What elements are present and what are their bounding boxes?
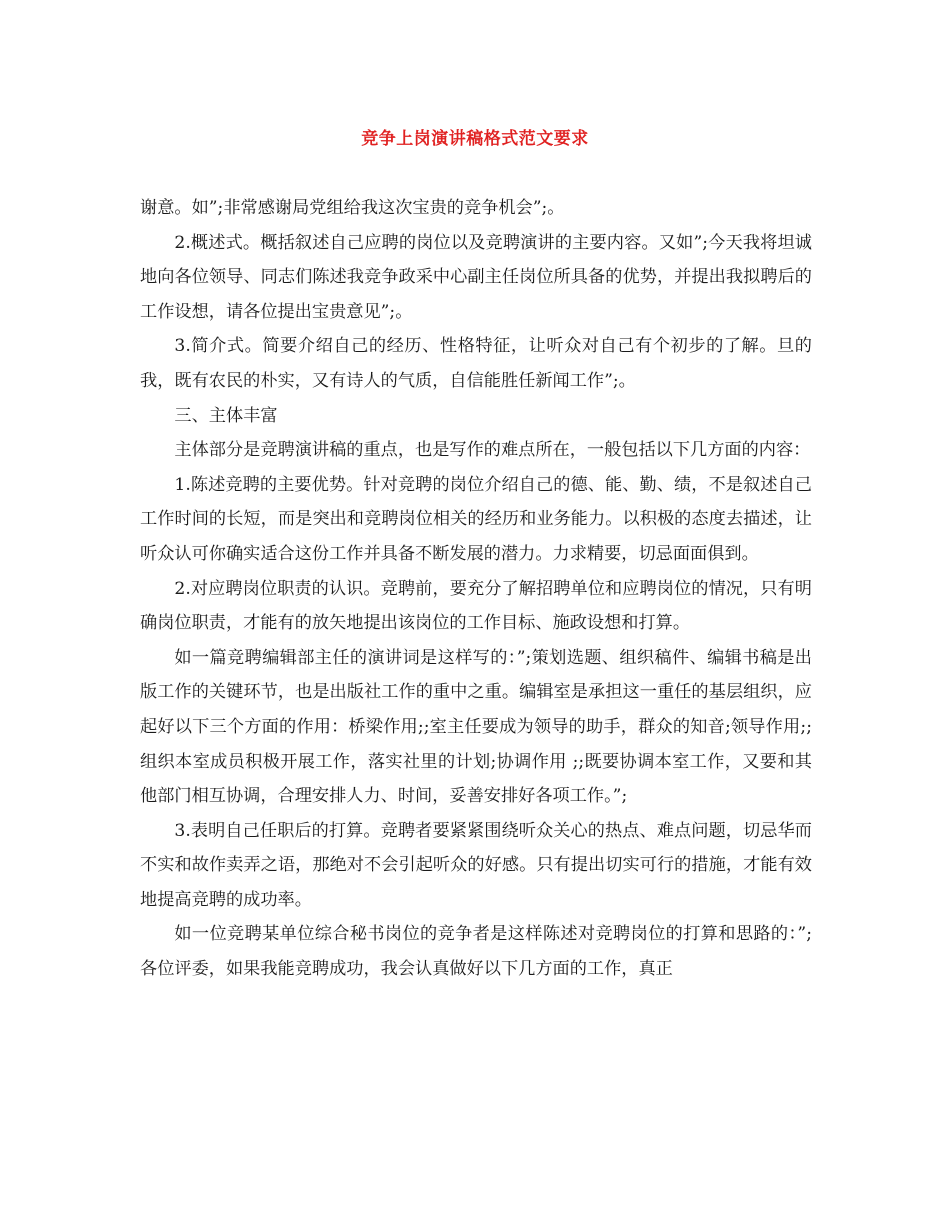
paragraph: 如一篇竞聘编辑部主任的演讲词是这样写的：”;策划选题、组织稿件、编辑书稿是出版工作的关键环节，也是出版社工作的重中之重。编辑室是承担这一重任的基层组织，应起好以下三个方面的作用：桥梁作用;;室主任要成为领导的助手，群众的知音;领导作用;;组织本室成员积极开展工作，落实社里的计划;协调作用 ;;既要协调本室工作，又要和其他部门相互协调，合理安排人力、时间，妥善安排好各项工作。”; [140,647,812,807]
paragraph: 2.概述式。概括叙述自己应聘的岗位以及竞聘演讲的主要内容。又如”;今天我将坦诚地向各位领导、同志们陈述我竞争政采中心副主任岗位所具备的优势，并提出我拟聘后的工作设想，请各位提出宝贵意见”;。 [140,232,812,322]
paragraph: 主体部分是竞聘演讲稿的重点，也是写作的难点所在，一般包括以下几方面的内容： [174,440,811,461]
paragraph: 1.陈述竞聘的主要优势。针对竞聘的岗位介绍自己的德、能、勤、绩，不是叙述自己工作时间的长短，而是突出和竞聘岗位相关的经历和业务能力。以积极的态度去描述，让听众认可你确实适合这份工作并具备不断发展的潜力。力求精要，切忌面面俱到。 [140,474,812,564]
paragraph: 如一位竞聘某单位综合秘书岗位的竞争者是这样陈述对竞聘岗位的打算和思路的：”;各位评委，如果我能竞聘成功，我会认真做好以下几方面的工作，真正 [140,924,812,980]
document-title: 竞争上岗演讲稿格式范文要求 [361,129,589,149]
document-body [140,191,812,987]
section-heading: 三、主体丰富 [174,405,278,426]
paragraph: 谢意。如”;非常感谢局党组给我这次宝贵的竞争机会”;。 [140,198,565,218]
paragraph: 3.表明自己任职后的打算。竞聘者要紧紧围绕听众关心的热点、难点问题，切忌华而不实和故作卖弄之语，那绝对不会引起听众的好感。只有提出切实可行的措施，才能有效地提高竞聘的成功率。 [140,820,812,910]
paragraph: 3.简介式。简要介绍自己的经历、性格特征，让听众对自己有个初步的了解。旦的我，既有农民的朴实，又有诗人的气质，自信能胜任新闻工作”;。 [140,336,812,391]
paragraph: 2.对应聘岗位职责的认识。竞聘前，要充分了解招聘单位和应聘岗位的情况，只有明确岗位职责，才能有的放矢地提出该岗位的工作目标、施政设想和打算。 [140,578,812,634]
